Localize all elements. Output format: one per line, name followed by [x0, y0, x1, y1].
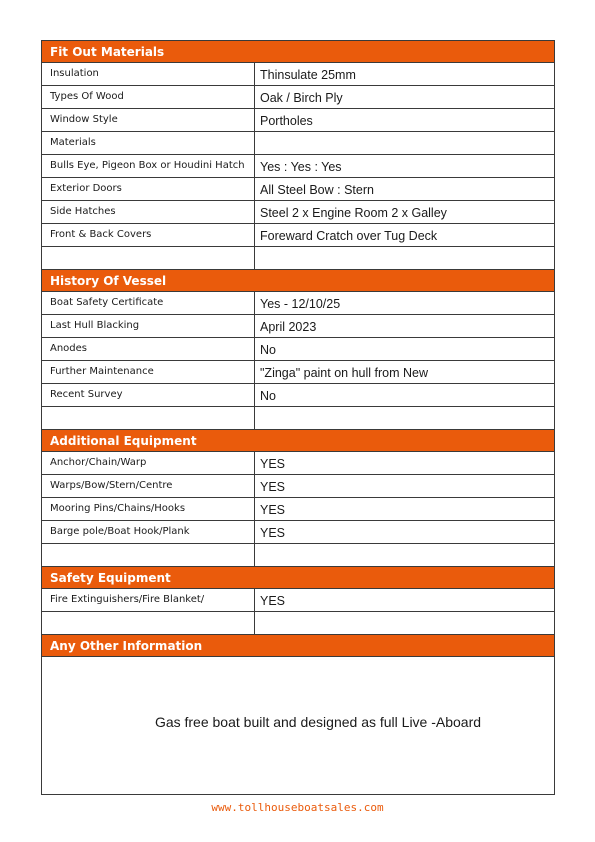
table-row: [42, 224, 554, 247]
row-label: Anodes: [42, 338, 255, 360]
section-header-safety: Safety Equipment: [42, 567, 554, 589]
row-label: Materials: [42, 132, 255, 154]
row-label: Further Maintenance: [42, 361, 255, 383]
row-value: YES: [260, 526, 286, 540]
row-label: Insulation: [42, 63, 255, 85]
row-label: Bulls Eye, Pigeon Box or Houdini Hatch: [42, 155, 255, 177]
row-value: YES: [260, 503, 286, 517]
row-value: Oak / Birch Ply: [260, 91, 343, 105]
row-label: Side Hatches: [42, 201, 255, 223]
table-row: [42, 452, 554, 475]
row-value: Steel 2 x Engine Room 2 x Galley: [260, 206, 447, 220]
row-label: Exterior Doors: [42, 178, 255, 200]
table-row: [42, 109, 554, 132]
table-row: [42, 201, 554, 224]
blank-label-cell: [42, 247, 255, 269]
row-value: No: [260, 343, 276, 357]
row-value: [255, 132, 554, 154]
row-value: April 2023: [260, 320, 317, 334]
website-link[interactable]: www.tollhouseboatsales.com: [211, 801, 384, 814]
section-header-additional: Additional Equipment: [42, 430, 554, 452]
blank-row: [42, 407, 554, 430]
row-value: Foreward Cratch over Tug Deck: [260, 229, 438, 243]
table-row: [42, 338, 554, 361]
table-row: [42, 589, 554, 612]
row-label: Anchor/Chain/Warp: [42, 452, 255, 474]
blank-row: [42, 247, 554, 270]
row-label: Last Hull Blacking: [42, 315, 255, 337]
other-info-box: [42, 657, 554, 795]
blank-row: [42, 544, 554, 567]
row-label: Window Style: [42, 109, 255, 131]
section-header-history: History Of Vessel: [42, 270, 554, 292]
table-row: [42, 384, 554, 407]
row-label: Mooring Pins/Chains/Hooks: [42, 498, 255, 520]
other-info-text: Gas free boat built and designed as full Live -Aboard: [154, 714, 482, 730]
section-header-fit-out: Fit Out Materials: [42, 41, 554, 63]
table-row: [42, 361, 554, 384]
table-row: [42, 155, 554, 178]
row-label: Barge pole/Boat Hook/Plank: [42, 521, 255, 543]
row-label: Recent Survey: [42, 384, 255, 406]
row-value: YES: [260, 480, 286, 494]
row-value: All Steel Bow : Stern: [260, 183, 374, 197]
table-row: [42, 86, 554, 109]
row-value: "Zinga" paint on hull from New: [260, 366, 428, 380]
blank-label-cell: [42, 612, 255, 634]
blank-value-cell: [255, 247, 554, 269]
table-row: [42, 315, 554, 338]
table-row: [42, 63, 554, 86]
blank-value-cell: [255, 612, 554, 634]
blank-label-cell: [42, 407, 255, 429]
table-row: [42, 178, 554, 201]
table-row: [42, 292, 554, 315]
row-label: Fire Extinguishers/Fire Blanket/: [42, 589, 255, 611]
spec-sheet: [41, 40, 555, 795]
table-row: [42, 475, 554, 498]
row-value: Yes - 12/10/25: [260, 297, 341, 311]
blank-value-cell: [255, 544, 554, 566]
table-row: [42, 498, 554, 521]
row-label: Types Of Wood: [42, 86, 255, 108]
row-value: No: [260, 389, 276, 403]
row-value: YES: [260, 594, 286, 608]
row-label: Boat Safety Certificate: [42, 292, 255, 314]
row-label: Warps/Bow/Stern/Centre: [42, 475, 255, 497]
row-value: YES: [260, 457, 286, 471]
row-value: Thinsulate 25mm: [260, 68, 356, 82]
table-row: [42, 132, 554, 155]
row-value: Yes : Yes : Yes: [260, 160, 342, 174]
blank-value-cell: [255, 407, 554, 429]
section-header-other: Any Other Information: [42, 635, 554, 657]
table-row: [42, 521, 554, 544]
row-label: Front & Back Covers: [42, 224, 255, 246]
blank-label-cell: [42, 544, 255, 566]
row-value: Portholes: [260, 114, 313, 128]
blank-row: [42, 612, 554, 635]
